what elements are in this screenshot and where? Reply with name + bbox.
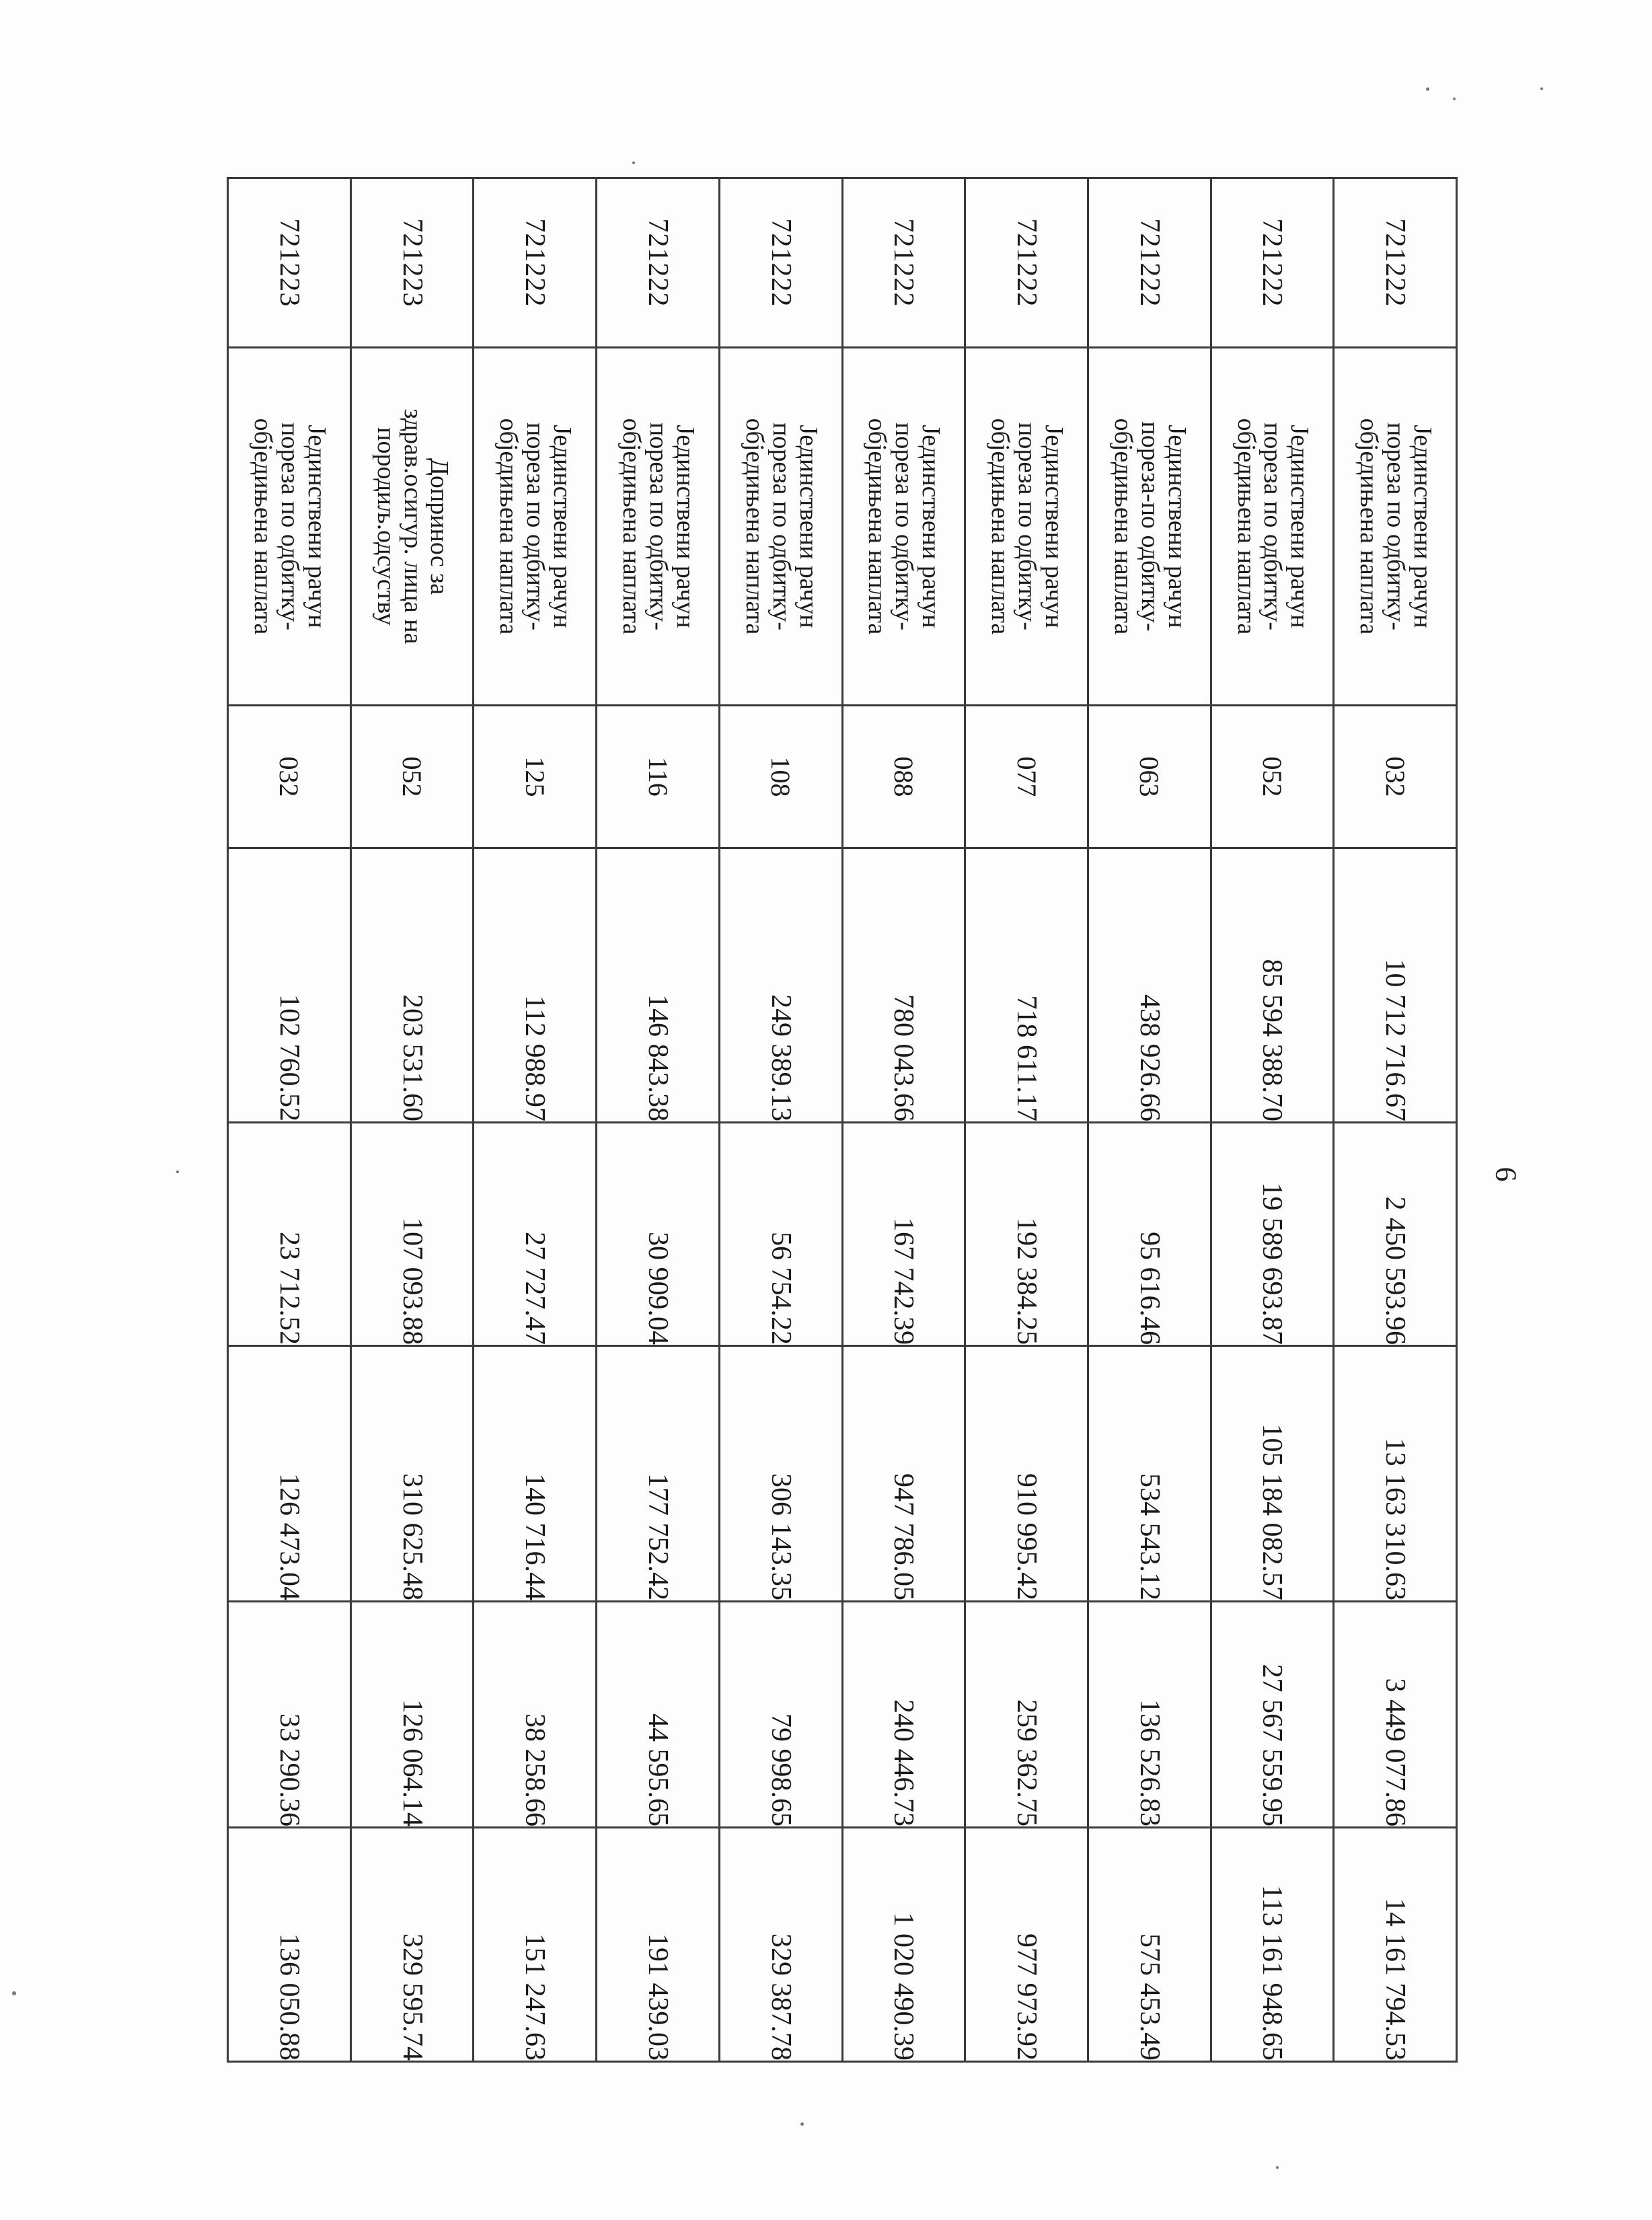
account-number-cell: 721222 [1088, 178, 1211, 348]
scan-speck [1540, 87, 1543, 90]
amount-cell-3: 910 995.42 [965, 1346, 1088, 1602]
description-line: обједињена наплата [986, 418, 1015, 635]
description-cell [1211, 348, 1334, 706]
description-line: обједињена наплата [863, 418, 892, 635]
description-cell [597, 348, 720, 706]
municipality-code-cell: 108 [719, 706, 842, 848]
municipality-code-cell: 032 [1334, 706, 1457, 848]
amount-cell-5: 1 020 490.39 [842, 1828, 965, 2062]
description-line: Јединствени рачун [548, 424, 577, 628]
municipality-code-cell: 077 [965, 706, 1088, 848]
description-line: Јединствени рачун [1285, 424, 1314, 628]
amount-cell-2: 107 093.88 [350, 1123, 474, 1346]
amount-cell-3: 947 786.05 [842, 1346, 965, 1602]
table-row [1088, 178, 1211, 2062]
municipality-code-cell: 125 [474, 706, 597, 848]
amount-cell-1: 249 389.13 [719, 848, 842, 1123]
amount-cell-2: 167 742.39 [842, 1123, 965, 1346]
amount-cell-4: 44 595.65 [597, 1602, 720, 1828]
account-number-cell: 721222 [719, 178, 842, 348]
amount-cell-2: 95 616.46 [1088, 1123, 1211, 1346]
scan-speck [12, 1991, 16, 1995]
amount-cell-3: 13 163 310.63 [1334, 1346, 1457, 1602]
amount-cell-5: 575 453.49 [1088, 1828, 1211, 2062]
description-line: здрав.осигур. лица на [398, 408, 427, 644]
description-line: обједињена наплата [1109, 418, 1137, 635]
description-line: Јединствени рачун [1162, 424, 1191, 628]
amount-cell-2: 56 754.22 [719, 1123, 842, 1346]
scan-speck [1276, 2166, 1279, 2169]
amount-cell-1: 718 611.17 [965, 848, 1088, 1123]
description-line: Јединствени рачун [794, 424, 823, 628]
amount-cell-2: 27 727.47 [474, 1123, 597, 1346]
ledger-table [227, 177, 1458, 2063]
amount-cell-4: 3 449 077.86 [1334, 1602, 1457, 1828]
amount-cell-3: 140 716.44 [474, 1346, 597, 1602]
amount-cell-5: 113 161 948.65 [1211, 1828, 1334, 2062]
description-cell [1088, 348, 1211, 706]
account-number-cell: 721223 [228, 178, 351, 348]
description-line: пореза по одбитку- [275, 422, 304, 630]
description-line: пореза по одбитку- [767, 422, 796, 630]
account-number-cell: 721222 [597, 178, 720, 348]
description-cell [965, 348, 1088, 706]
amount-cell-1: 146 843.38 [597, 848, 720, 1123]
amount-cell-3: 105 184 082.57 [1211, 1346, 1334, 1602]
amount-cell-4: 126 064.14 [350, 1602, 474, 1828]
table-row [350, 178, 474, 2062]
description-line: обједињена наплата [494, 418, 523, 635]
description-line: Допринос за [425, 457, 454, 595]
table-row [719, 178, 842, 2062]
amount-cell-1: 102 760.52 [228, 848, 351, 1123]
amount-cell-5: 977 973.92 [965, 1828, 1088, 2062]
account-number-cell: 721222 [842, 178, 965, 348]
description-cell [1334, 348, 1457, 706]
account-number-cell: 721223 [350, 178, 474, 348]
municipality-code-cell: 088 [842, 706, 965, 848]
table-row [965, 178, 1088, 2062]
amount-cell-2: 19 589 693.87 [1211, 1123, 1334, 1346]
description-line: обједињена наплата [740, 418, 769, 635]
account-number-cell: 721222 [965, 178, 1088, 348]
description-cell [350, 348, 474, 706]
amount-cell-1: 85 594 388.70 [1211, 848, 1334, 1123]
description-line: пореза по одбитку- [890, 422, 919, 630]
amount-cell-4: 136 526.83 [1088, 1602, 1211, 1828]
description-line: обједињена наплата [1355, 418, 1384, 635]
amount-cell-2: 23 712.52 [228, 1123, 351, 1346]
description-cell [228, 348, 351, 706]
description-line: пореза по одбитку- [644, 422, 673, 630]
description-line: Јединствени рачун [302, 424, 331, 628]
amount-cell-1: 780 043.66 [842, 848, 965, 1123]
description-line: пореза по одбитку- [1013, 422, 1042, 630]
table-row [228, 178, 351, 2062]
amount-cell-4: 259 362.75 [965, 1602, 1088, 1828]
description-line: Јединствени рачун [1409, 424, 1437, 628]
scan-speck [176, 1171, 179, 1173]
amount-cell-5: 14 161 794.53 [1334, 1828, 1457, 2062]
amount-cell-1: 10 712 716.67 [1334, 848, 1457, 1123]
municipality-code-cell: 063 [1088, 706, 1211, 848]
description-line: обједињена наплата [248, 418, 277, 635]
scan-speck [1426, 87, 1429, 91]
table-row [1211, 178, 1334, 2062]
table-row [597, 178, 720, 2062]
description-cell [474, 348, 597, 706]
table-row [842, 178, 965, 2062]
account-number-cell: 721222 [474, 178, 597, 348]
table-row [474, 178, 597, 2062]
scan-speck [1453, 98, 1456, 100]
account-number-cell: 721222 [1334, 178, 1457, 348]
amount-cell-5: 151 247.63 [474, 1828, 597, 2062]
municipality-code-cell: 052 [350, 706, 474, 848]
amount-cell-4: 38 258.66 [474, 1602, 597, 1828]
description-line: Јединствени рачун [671, 424, 700, 628]
amount-cell-1: 438 926.66 [1088, 848, 1211, 1123]
description-line: пореза-по одбитку- [1135, 421, 1164, 632]
description-line: обједињена наплата [617, 418, 646, 635]
scan-speck [632, 161, 635, 164]
rotated-table-container [227, 177, 1458, 2061]
municipality-code-cell: 052 [1211, 706, 1334, 848]
description-cell [719, 348, 842, 706]
description-line: Јединствени рачун [1039, 424, 1068, 628]
description-line: пореза по одбитку- [1382, 422, 1411, 630]
amount-cell-3: 306 143.35 [719, 1346, 842, 1602]
amount-cell-5: 329 595.74 [350, 1828, 474, 2062]
table-row [1334, 178, 1457, 2062]
description-line: пореза по одбитку- [521, 422, 550, 630]
account-number-cell: 721222 [1211, 178, 1334, 348]
amount-cell-5: 329 387.78 [719, 1828, 842, 2062]
amount-cell-4: 27 567 559.95 [1211, 1602, 1334, 1828]
amount-cell-4: 33 290.36 [228, 1602, 351, 1828]
description-line: пореза по одбитку- [1259, 422, 1287, 630]
amount-cell-5: 136 050.88 [228, 1828, 351, 2062]
amount-cell-1: 203 531.60 [350, 848, 474, 1123]
amount-cell-3: 534 543.12 [1088, 1346, 1211, 1602]
municipality-code-cell: 032 [228, 706, 351, 848]
description-line: обједињена наплата [1232, 418, 1261, 635]
amount-cell-2: 30 909.04 [597, 1123, 720, 1346]
amount-cell-3: 126 473.04 [228, 1346, 351, 1602]
amount-cell-3: 177 752.42 [597, 1346, 720, 1602]
description-line: породиљ.одсуству [371, 427, 400, 626]
amount-cell-5: 191 439.03 [597, 1828, 720, 2062]
amount-cell-1: 112 988.97 [474, 848, 597, 1123]
page-number: 6 [1489, 1167, 1523, 1182]
description-cell [842, 348, 965, 706]
amount-cell-3: 310 625.48 [350, 1346, 474, 1602]
amount-cell-2: 192 384.25 [965, 1123, 1088, 1346]
ledger-body [228, 178, 1457, 2062]
municipality-code-cell: 116 [597, 706, 720, 848]
scan-speck [800, 2122, 804, 2126]
amount-cell-2: 2 450 593.96 [1334, 1123, 1457, 1346]
amount-cell-4: 240 446.73 [842, 1602, 965, 1828]
description-line: Јединствени рачун [917, 424, 946, 628]
amount-cell-4: 79 998.65 [719, 1602, 842, 1828]
